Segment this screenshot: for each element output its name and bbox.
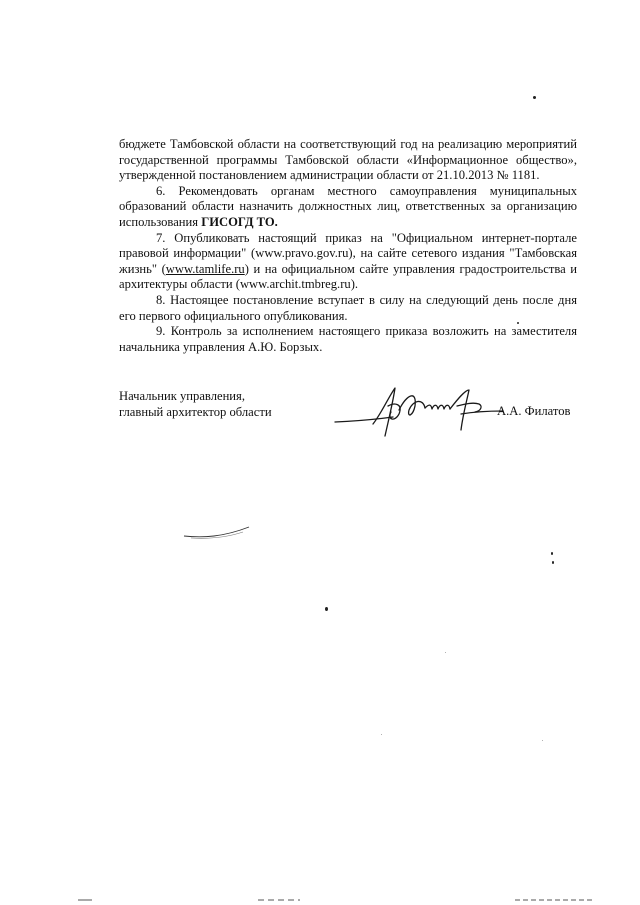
scan-artifact-mark [183, 525, 251, 541]
scan-speck [551, 552, 553, 555]
handwritten-signature [333, 384, 505, 442]
scan-speck [533, 96, 536, 99]
paragraph-text: 6. Рекомендовать органам местного самоуправления муниципальных образований области назначить должностных лиц, ответственных за организацию использования [119, 183, 577, 229]
paragraph-8-effective-date [119, 293, 577, 324]
signer-name: А.А. Филатов [497, 404, 571, 418]
paragraph-text: 7. Опубликовать настоящий приказ на "Официальном интернет-портале правовой информации" (www.pravo.gov.ru), на сайте сетевого издания "Тамбовская жизнь" ( [119, 230, 577, 276]
scan-speck [517, 322, 519, 324]
scan-speck [552, 561, 554, 564]
tamlife-link[interactable]: www.tamlife.ru [165, 261, 245, 276]
scan-speck [542, 740, 543, 741]
system-abbreviation: ГИСОГД ТО. [201, 214, 278, 229]
paragraph-7-publication [119, 231, 577, 293]
document-body [119, 137, 577, 355]
scan-speck [445, 652, 446, 653]
paragraph-text: бюджете Тамбовской области на соответствующий год на реализацию мероприятий государственной программы Тамбовской области «Информационное общество», утвержденной постановлением администрации области от 21.10.2013 № 1181. [119, 137, 577, 183]
paragraph-text: 9. Контроль за исполнением настоящего приказа возложить на заместителя начальника управления А.Ю. Борзых. [119, 324, 577, 354]
paragraph-6-recommendation [119, 184, 577, 231]
position-line-1: Начальник управления, [119, 389, 245, 403]
paragraph-9-control [119, 324, 577, 355]
paragraph-text: 8. Настоящее постановление вступает в силу на следующий день после дня его первого официального опубликования. [119, 292, 577, 323]
paragraph-text: ) и на официальном сайте управления градостроительства и архитектуры области (www.archit.tmbreg.ru). [119, 261, 577, 292]
scan-edge-noise [0, 890, 640, 905]
scan-speck [381, 734, 382, 735]
position-line-2: главный архитектор области [119, 404, 272, 419]
signer-position [119, 389, 272, 420]
scan-speck [325, 607, 328, 611]
paragraph-budget-continuation [119, 137, 577, 184]
